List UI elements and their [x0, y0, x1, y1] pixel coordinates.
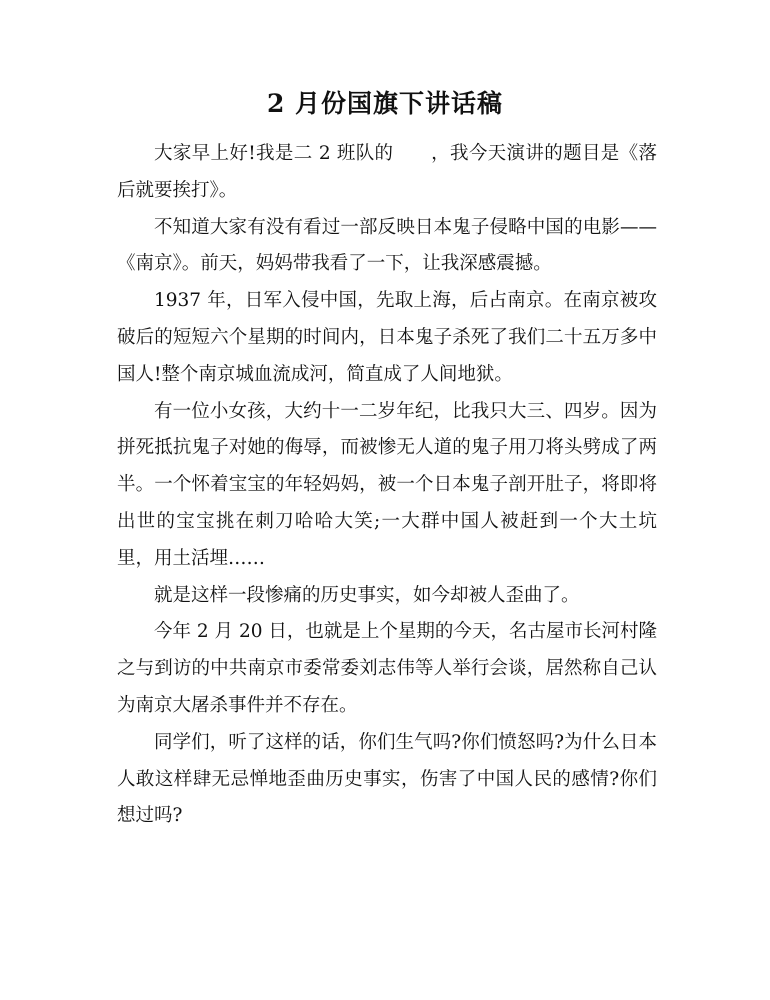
- document-body: [117, 136, 657, 835]
- page-title: 2 月份国旗下讲话稿: [266, 89, 504, 118]
- paragraph-history: 1937 年，日军入侵中国，先取上海，后占南京。在南京被攻破后的短短六个星期的时间内，日本鬼子杀死了我们二十五万多中国人!整个南京城血流成河，简直成了人间地狱。: [117, 290, 657, 385]
- paragraph-atrocities: 有一位小女孩，大约十一二岁年纪，比我只大三、四岁。因为拼死抵抗鬼子对她的侮辱，而被惨无人道的鬼子用刀将头劈成了两半。一个怀着宝宝的年轻妈妈，被一个日本鬼子剖开肚子，将即将出世的宝宝挑在刺刀哈哈大笑;一大群中国人被赶到一个大土坑里，用土活埋……: [117, 400, 657, 569]
- paragraph-question: 同学们，听了这样的话，你们生气吗?你们愤怒吗?为什么日本人敢这样肆无忌惮地歪曲历史事实，伤害了中国人民的感情?你们想过吗?: [117, 731, 657, 827]
- paragraph-distortion: 就是这样一段惨痛的历史事实，如今却被人歪曲了。: [154, 584, 580, 606]
- paragraph-news: 今年 2 月 20 日，也就是上个星期的今天，名古屋市长河村隆之与到访的中共南京市委常委刘志伟等人举行会谈，居然称自己认为南京大屠杀事件并不存在。: [117, 621, 657, 716]
- paragraph-movie: 不知道大家有没有看过一部反映日本鬼子侵略中国的电影——《南京》。前天，妈妈带我看了一下，让我深感震撼。: [117, 216, 657, 275]
- paragraph-greeting: 大家早上好!我是二 2 班队的 ，我今天演讲的题目是《落后就要挨打》。: [117, 143, 657, 201]
